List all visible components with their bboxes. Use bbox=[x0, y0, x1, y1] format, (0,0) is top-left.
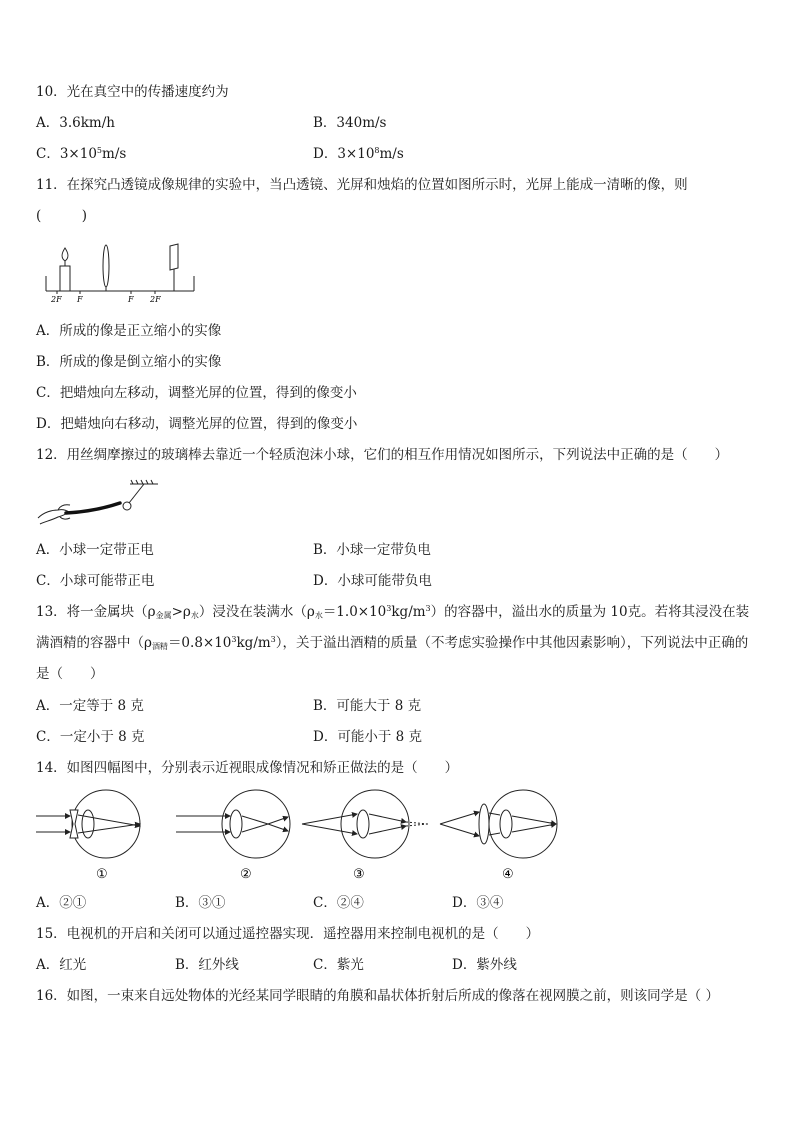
convex-lens-icon bbox=[479, 804, 489, 844]
eye-diagram-2 bbox=[176, 790, 290, 882]
q12-option-b: B．小球一定带负电 bbox=[313, 542, 431, 558]
q14-stem: 14．如图四幅图中，分别表示近视眼成像情况和矫正做法的是（ ） bbox=[36, 760, 459, 776]
q15-option-b: B．红外线 bbox=[175, 957, 239, 973]
q11-option-b: B．所成的像是倒立缩小的实像 bbox=[36, 354, 222, 370]
concave-lens-icon bbox=[70, 810, 78, 838]
eye-diagram-label-4: ④ bbox=[502, 867, 514, 882]
candle-icon bbox=[60, 248, 70, 291]
eye-diagram-label-1: ① bbox=[96, 867, 108, 882]
q14-option-a: A．②① bbox=[36, 895, 87, 911]
q11-option-d: D．把蜡烛向右移动，调整光屏的位置，得到的像变小 bbox=[36, 416, 358, 432]
q13-stem-line3: 是（ ） bbox=[36, 666, 104, 682]
q14-option-d: D．③④ bbox=[452, 895, 504, 911]
q12-option-d: D．小球可能带负电 bbox=[313, 573, 432, 589]
q13-option-b: B．可能大于 8 克 bbox=[313, 698, 422, 714]
eye-diagram-1 bbox=[36, 790, 140, 882]
eye-diagram-3 bbox=[302, 790, 428, 882]
convex-lens-icon bbox=[103, 245, 109, 291]
q10-option-b: B．340m/s bbox=[313, 115, 387, 131]
q15-option-a: A．红光 bbox=[36, 957, 87, 973]
q10-option-d: D．$3\times 10^8m/s$ bbox=[313, 146, 404, 162]
eye-diagram-label-2: ② bbox=[240, 867, 252, 882]
q10-option-a: A．3.6km/h bbox=[36, 115, 115, 131]
q11-stem: 11．在探究凸透镜成像规律的实验中，当凸透镜、光屏和烛焰的位置如图所示时，光屏上能成一清晰的像，则 bbox=[36, 177, 688, 193]
lens-experiment-figure bbox=[40, 236, 200, 306]
q14-option-b: B．③① bbox=[175, 895, 226, 911]
q12-option-c: C．小球可能带正电 bbox=[36, 573, 155, 589]
fig-label-2f-left: 2F bbox=[51, 295, 62, 304]
q11-paren: ( ) bbox=[36, 208, 88, 224]
fig-label-f-left: F bbox=[77, 295, 83, 304]
q13-stem-line2: 满酒精的容器中$(\rho_{酒精}=0.8\times 10^3kg/m^3)$，关于溢出酒精的质量（不考虑实验操作中其他因素影响），下列说法中正确的 bbox=[36, 635, 749, 651]
eye-diagram-4 bbox=[440, 790, 557, 882]
q12-option-a: A．小球一定带正电 bbox=[36, 542, 154, 558]
q15-option-c: C．紫光 bbox=[313, 957, 364, 973]
glass-rod-ball-figure bbox=[36, 476, 166, 528]
eye-diagrams-figure bbox=[30, 788, 570, 884]
q16-stem: 16．如图，一束来自远处物体的光经某同学眼睛的角膜和晶状体折射后所成的像落在视网膜之前，则该同学是（ ） bbox=[36, 988, 719, 1004]
q11-option-c: C．把蜡烛向左移动，调整光屏的位置，得到的像变小 bbox=[36, 385, 357, 401]
q11-option-a: A．所成的像是正立缩小的实像 bbox=[36, 323, 222, 339]
q10-stem: 10．光在真空中的传播速度约为 bbox=[36, 84, 229, 100]
q15-option-d: D．紫外线 bbox=[452, 957, 517, 973]
q13-option-a: A．一定等于 8 克 bbox=[36, 698, 144, 714]
fig-label-f-right: F bbox=[128, 295, 134, 304]
q12-stem: 12．用丝绸摩擦过的玻璃棒去靠近一个轻质泡沫小球，它们的相互作用情况如图所示，下列说法中正确的是（ ） bbox=[36, 447, 729, 463]
fig-label-2f-right: 2F bbox=[150, 295, 161, 304]
glass-rod-icon bbox=[66, 503, 120, 513]
q14-option-c: C．②④ bbox=[313, 895, 364, 911]
thread bbox=[129, 484, 144, 503]
q13-stem-line1: 13．将一金属块$(\rho_{金属}>\rho_水)$浸没在装满水$(\rho_水=1.0\times 10^3kg/m^3)$的容器中，溢出水的质量为 10克。若将其浸没在装 bbox=[36, 604, 750, 620]
foam-ball-icon bbox=[123, 502, 131, 510]
light-screen-icon bbox=[170, 244, 178, 291]
eye-diagram-label-3: ③ bbox=[353, 867, 365, 882]
q13-option-d: D．可能小于 8 克 bbox=[313, 729, 422, 745]
q15-stem: 15．电视机的开启和关闭可以通过遥控器实现．遥控器用来控制电视机的是（ ） bbox=[36, 926, 540, 942]
q13-option-c: C．一定小于 8 克 bbox=[36, 729, 145, 745]
q10-option-c: C．$3\times 10^5m/s$ bbox=[36, 146, 127, 162]
